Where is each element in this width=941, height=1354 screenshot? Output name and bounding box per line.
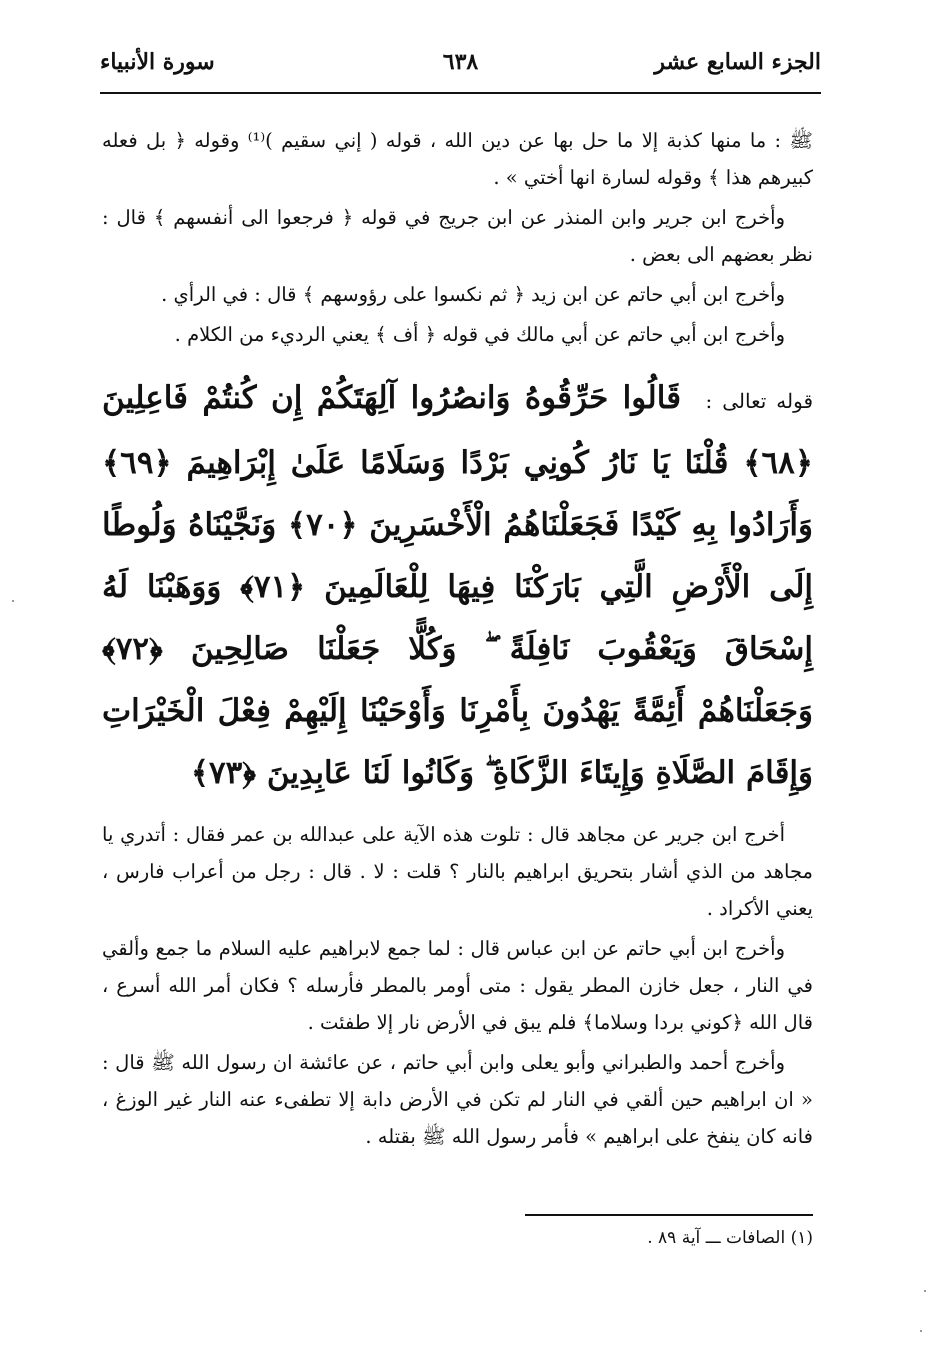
paragraph-aisha: وأخرج أحمد والطبراني وأبو يعلى وابن أبي حاتم ، عن عائشة ان رسول الله ﷺ قال : « ان ابراهيم حين ألقي في النار لم تكن في الأرض دابة إلا تطفىء عنه النار غير الوزغ ، فانه كان ينفخ على ابراهيم » فأمر رسول الله ﷺ بقتله . <box>102 1051 813 1148</box>
part-title: الجزء السابع عشر <box>654 49 821 75</box>
paragraph-mujahid: أخرج ابن جرير عن مجاهد قال : تلوت هذه الآية على عبدالله بن عمر فقال : أتدري يا مجاهد من الذي أشار بتحريق ابراهيم بالنار ؟ قلت : لا . قال : رجل من أعراب فارس ، يعني الأكراد . <box>102 823 813 920</box>
scan-speck <box>920 1330 922 1332</box>
paragraph-abu-malik: وأخرج ابن أبي حاتم عن أبي مالك في قوله ﴿ أف ﴾ يعني الرديء من الكلام . <box>174 323 785 346</box>
page-number: ٦٣٨ <box>442 49 479 75</box>
main-text <box>102 122 813 1158</box>
paragraph-continuation: ﷺ : ما منها كذبة إلا ما حل بها عن دين الله ، قوله ( إني سقيم )⁽¹⁾ وقوله ﴿ بل فعله كبيرهم هذا ﴾ وقوله لسارة انها أختي » . <box>102 129 813 189</box>
surah-title: سورة الأنبياء <box>100 49 215 75</box>
paragraph-ibn-jarir: وأخرج ابن جرير وابن المنذر عن ابن جريج في قوله ﴿ فرجعوا الى أنفسهم ﴾ قال : نظر بعضهم الى بعض . <box>102 206 813 266</box>
verse-intro: قوله تعالى : <box>705 389 814 413</box>
scan-speck <box>924 1290 926 1292</box>
scan-speck <box>12 600 14 602</box>
page-header <box>100 42 821 90</box>
quran-verses-text: قَالُوا حَرِّقُوهُ وَانصُرُوا آلِهَتَكُمْ إِن كُنتُمْ فَاعِلِينَ ﴿٦٨﴾ قُلْنَا يَا نَارُ كُونِي بَرْدًا وَسَلَامًا عَلَىٰ إِبْرَاهِيمَ ﴿٦٩﴾ وَأَرَادُوا بِهِ كَيْدًا فَجَعَلْنَاهُمُ الْأَخْسَرِينَ ﴿٧٠﴾ وَنَجَّيْنَاهُ وَلُوطًا إِلَى الْأَرْضِ الَّتِي بَارَكْنَا فِيهَا لِلْعَالَمِينَ ﴿٧١﴾ وَوَهَبْنَا لَهُ إِسْحَاقَ وَيَعْقُوبَ نَافِلَةً ۖ وَكُلًّا جَعَلْنَا صَالِحِينَ ﴿٧٢﴾ وَجَعَلْنَاهُمْ أَئِمَّةً يَهْدُونَ بِأَمْرِنَا وَأَوْحَيْنَا إِلَيْهِمْ فِعْلَ الْخَيْرَاتِ وَإِقَامَ الصَّلَاةِ وَإِيتَاءَ الزَّكَاةِ ۖ وَكَانُوا لَنَا عَابِدِينَ ﴿٧٣﴾ <box>102 380 813 791</box>
footnote-divider <box>525 1214 813 1216</box>
quran-verses-block <box>102 367 813 804</box>
paragraph-ibn-zayd: وأخرج ابن أبي حاتم عن ابن زيد ﴿ ثم نكسوا على رؤوسهم ﴾ قال : في الرأي . <box>161 283 785 306</box>
header-divider <box>100 92 821 94</box>
footnote: (١) الصافات ـــ آية ٨٩ . <box>647 1228 813 1248</box>
paragraph-ibn-abbas: وأخرج ابن أبي حاتم عن ابن عباس قال : لما جمع لابراهيم عليه السلام ما جمع وألقي في النار ، جعل خازن المطر يقول : متى أومر بالمطر فأرسله ؟ فكان أمر الله أسرع ، قال الله ﴿كوني بردا وسلاما﴾ فلم يبق في الأرض نار إلا طفئت . <box>102 937 813 1034</box>
